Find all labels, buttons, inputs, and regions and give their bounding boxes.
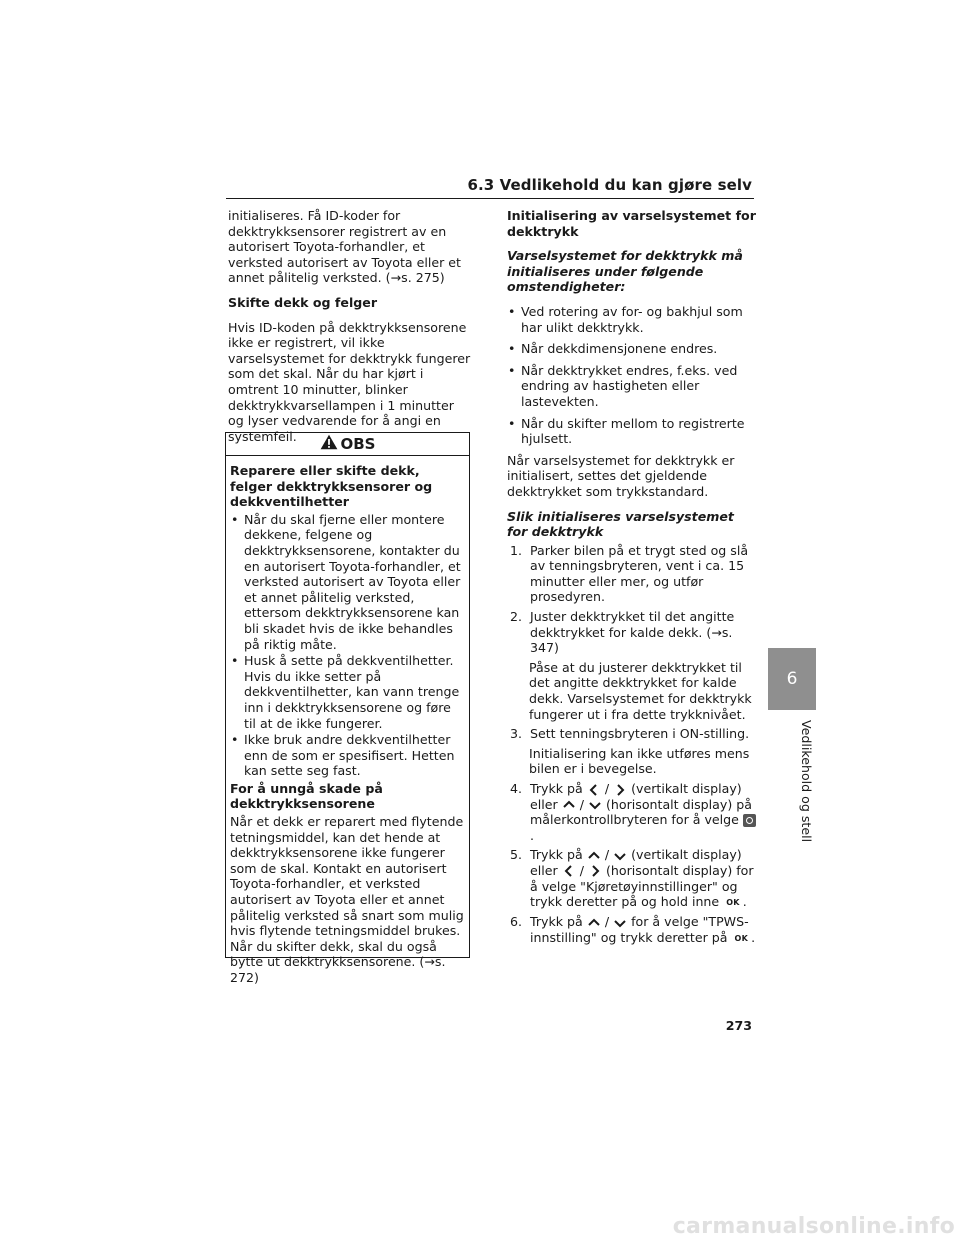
chevron-up-icon [587,916,601,930]
step-3: 3. Sett tenningsbryteren i ON-stilling. [510,726,750,742]
step-3-note: Initialisering kan ikke utføres mens bilen er i bevegelse. [529,745,750,777]
obs-heading-avoid-damage: For å unngå skade på dekktrykksensorene [230,780,383,812]
list-item: • Når du skal fjerne eller montere dekkene, felgene og dekktrykksensorene, kontakter du en autorisert Toyota-forhandler, et verksted autorisert av Toyota eller et annet pålitelig verksted, ettersom dekktrykksensorene kan bli skadet hvis de ikke behandles på riktig måte. [231,511,461,652]
subheading-how: Slik initialiseres varselsystemet for dekktrykk [507,508,734,540]
chevron-left-icon [562,864,576,878]
list-item: • Husk å sette på dekkventilhetter. Hvis du ikke setter på dekkventilhetter, kan vann trenge inn i dekktrykksensorene og føre til at de ikke fungerer. [231,653,460,731]
chevron-right-icon [613,783,627,797]
step-5: 5. Trykk på / (vertikalt display) eller / (horisontalt display) for å velge "Kjøretøyinnstillinger" og trykk deretter på og hold inne OK . [510,847,754,910]
chapter-tab: 6 [768,648,816,710]
chevron-up-icon [562,798,576,812]
right-column [507,208,757,950]
chapter-label: Vedlikehold og stell [799,719,814,843]
obs-body [226,456,469,986]
section-header: 6.3 Vedlikehold du kan gjøre selv [467,176,752,194]
watermark: carmanualsonline.info [672,1214,955,1239]
chevron-down-icon [588,798,602,812]
subheading-when: Varselsystemet for dekktrykk må initialiseres under følgende omstendigheter: [507,248,743,295]
left-column [228,208,472,453]
intro-paragraph: initialiseres. Få ID-koder for dekktrykksensorer registrert av en autorisert Toyota-forhandler, et verksted autorisert av Toyota eller et annet pålitelig verksted. (→s. 275) [228,208,461,286]
change-tires-paragraph: Hvis ID-koden på dekktrykksensorene ikke er registrert, vil ikke varselsystemet for dekktrykk fungerer som det skal. Når du har kjørt i omtrent 10 minutter, blinker dekktrykkvarsellampen i 1 minutter og lyser vedvarende for å angi en systemfeil. [228,319,471,444]
heading-change-tires: Skifte dekk og felger [228,294,378,310]
ok-button-icon: OK [734,933,749,943]
list-item: • Ikke bruk andre dekkventilhetter enn de som er spesifisert. Hetten kan sette seg fast. [231,732,455,779]
warning-icon [320,434,341,454]
list-item: • Når dekkdimensjonene endres. [508,341,718,357]
step-1: 1. Parker bilen på et trygt sted og slå av tenningsbryteren, vent i ca. 15 minutter eller mer, og utfør prosedyren. [510,542,749,605]
chevron-down-icon [613,849,627,863]
chevron-right-icon [588,864,602,878]
step-6: 6. Trykk på / for å velge "TPWS-innstilling" og trykk deretter på OK . [510,914,756,946]
step-2-note: Påse at du justerer dekktrykket til det angitte dekktrykket for kalde dekk. Varselsystemet for dekktrykk fungerer ut i fra dette trykknivået. [529,659,752,722]
obs-heading-repair: Reparere eller skifte dekk, felger dekktrykksensorer og dekkventilhetter [230,463,433,510]
chevron-left-icon [587,783,601,797]
obs-notice-box [225,432,470,985]
obs-avoid-damage-paragraph: Når et dekk er reparert med flytende tetningsmiddel, kan det hende at dekktrykksensorene ikke fungerer som de skal. Kontakt en autorisert Toyota-forhandler, et verksted autorisert av Toyota eller et annet pålitelig verksted så snart som mulig hvis flytende tetningsmiddel brukes. Når du skifter dekk, skal du også bytte ut dekktrykksensorene. (→s. 272) [230,814,464,985]
chevron-up-icon [587,849,601,863]
ok-button-icon: OK [726,897,740,907]
heading-initialization: Initialisering av varselsystemet for dekktrykk [507,208,756,239]
obs-header [226,433,469,456]
page-number: 273 [725,1018,752,1033]
chevron-down-icon [613,916,627,930]
header-rule [226,198,754,199]
settings-gear-icon [743,814,756,827]
obs-title: OBS [340,435,376,453]
list-item: • Når dekktrykket endres, f.eks. ved endring av hastigheten eller lastevekten. [508,362,738,409]
step-2: 2. Juster dekktrykket til det angitte dekktrykket for kalde dekk. (→s. 347) [510,609,735,656]
list-item: • Ved rotering av for- og bakhjul som har ulikt dekktrykk. [508,303,743,335]
step-4: 4. Trykk på / (vertikalt display) eller / (horisontalt display) på målerkontrollbryteren for å velge . [507,781,757,843]
list-item: • Når du skifter mellom to registrerte hjulsett. [508,415,745,447]
initialized-paragraph: Når varselsystemet for dekktrykk er initialisert, settes det gjeldende dekktrykket som trykkstandard. [507,452,735,499]
